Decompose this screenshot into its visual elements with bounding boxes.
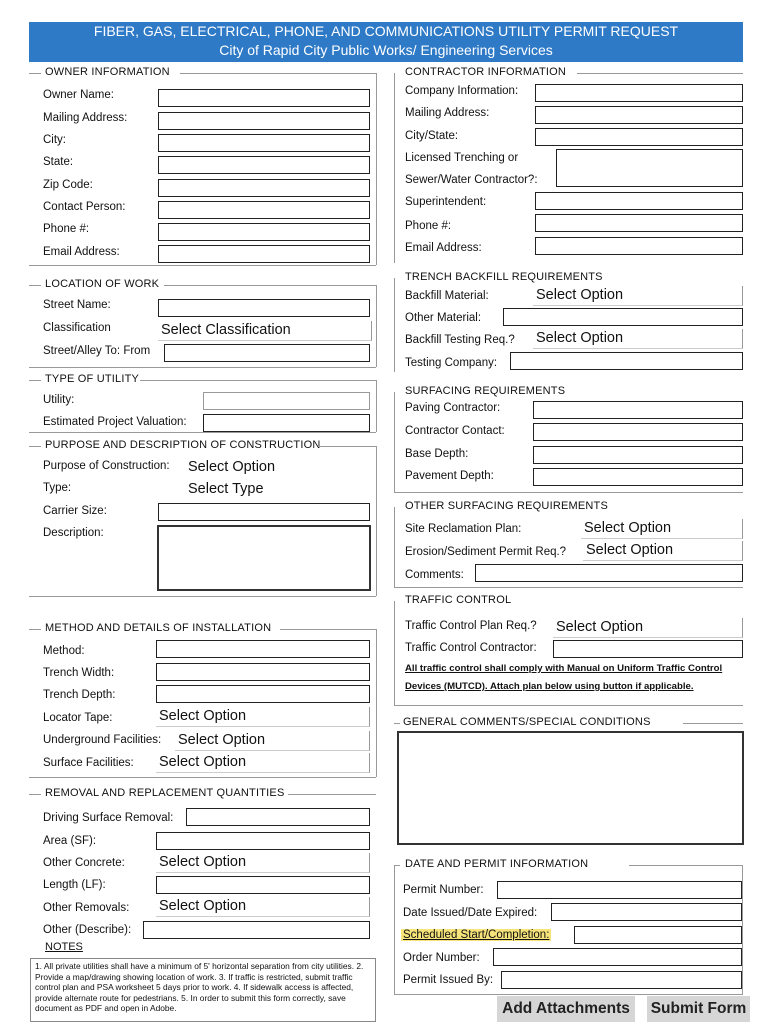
underground-label: Underground Facilities: — [43, 734, 162, 746]
base-depth-label: Base Depth: — [405, 448, 469, 460]
traffic-plan-select[interactable]: Select Option — [553, 618, 743, 638]
method-section-heading: METHOD AND DETAILS OF INSTALLATION — [45, 622, 272, 634]
owner-mailing-field[interactable] — [158, 112, 370, 130]
length-label: Length (LF): — [43, 879, 106, 891]
description-textarea[interactable] — [157, 525, 371, 591]
purpose-label: Purpose of Construction: — [43, 460, 170, 472]
owner-email-field[interactable] — [158, 245, 370, 263]
company-label: Company Information: — [405, 85, 519, 97]
date-issued-field[interactable] — [551, 903, 742, 921]
valuation-label: Estimated Project Valuation: — [43, 416, 187, 428]
comments-field[interactable] — [475, 564, 743, 582]
owner-state-field[interactable] — [158, 156, 370, 174]
contractor-phone-label: Phone #: — [405, 220, 452, 232]
other-removals-select[interactable]: Select Option — [156, 897, 370, 917]
surface-facilities-select[interactable]: Select Option — [156, 753, 370, 773]
valuation-field[interactable] — [203, 414, 370, 432]
other-concrete-label: Other Concrete: — [43, 857, 125, 869]
contractor-email-field[interactable] — [535, 237, 743, 255]
owner-mailing-label: Mailing Address: — [43, 112, 128, 124]
owner-contact-field[interactable] — [158, 201, 370, 219]
paving-contractor-label: Paving Contractor: — [405, 402, 501, 414]
trench-width-field[interactable] — [156, 663, 370, 681]
comments-label: Comments: — [405, 569, 464, 581]
contractor-phone-field[interactable] — [535, 214, 743, 232]
pavement-depth-label: Pavement Depth: — [405, 470, 494, 482]
erosion-label: Erosion/Sediment Permit Req.? — [405, 546, 567, 558]
owner-phone-label: Phone #: — [43, 223, 90, 235]
traffic-section-heading: TRAFFIC CONTROL — [405, 594, 512, 606]
contractor-section-heading: CONTRACTOR INFORMATION — [405, 66, 567, 78]
permit-issued-by-label: Permit Issued By: — [403, 974, 494, 986]
backfill-material-label: Backfill Material: — [405, 290, 489, 302]
other-material-field[interactable] — [503, 308, 743, 326]
method-label: Method: — [43, 645, 85, 657]
area-label: Area (SF): — [43, 835, 97, 847]
utility-label: Utility: — [43, 394, 75, 406]
purpose-select[interactable]: Select Option — [188, 459, 276, 475]
street-name-field[interactable] — [158, 299, 370, 317]
site-reclamation-select[interactable]: Select Option — [581, 519, 743, 539]
locator-tape-select[interactable]: Select Option — [156, 707, 370, 727]
classification-label: Classification — [43, 322, 111, 334]
street-alley-field[interactable] — [164, 344, 370, 362]
permit-issued-by-field[interactable] — [501, 971, 742, 989]
testing-company-field[interactable] — [510, 352, 743, 370]
date-issued-label: Date Issued/Date Expired: — [403, 907, 538, 919]
area-field[interactable] — [156, 832, 370, 850]
trench-depth-field[interactable] — [156, 685, 370, 703]
owner-state-label: State: — [43, 156, 74, 168]
driving-surface-field[interactable] — [186, 808, 370, 826]
permit-number-label: Permit Number: — [403, 884, 484, 896]
carrier-size-label: Carrier Size: — [43, 505, 107, 517]
surface-facilities-label: Surface Facilities: — [43, 757, 134, 769]
type-label: Type: — [43, 482, 72, 494]
licensed-label-2: Sewer/Water Contractor?: — [405, 174, 538, 186]
surfacing-section-heading: SURFACING REQUIREMENTS — [405, 385, 566, 397]
owner-phone-field[interactable] — [158, 223, 370, 241]
backfill-section-heading: TRENCH BACKFILL REQUIREMENTS — [405, 271, 603, 283]
description-label: Description: — [43, 527, 104, 539]
notes-heading: NOTES — [45, 941, 83, 953]
owner-city-label: City: — [43, 134, 66, 146]
form-subtitle: City of Rapid City Public Works/ Engineering Services — [219, 42, 553, 58]
scheduled-field[interactable] — [574, 926, 742, 944]
location-section-heading: LOCATION OF WORK — [45, 278, 160, 290]
order-number-label: Order Number: — [403, 952, 480, 964]
contractor-mailing-field[interactable] — [535, 106, 743, 124]
owner-name-field[interactable] — [158, 89, 370, 107]
traffic-plan-label: Traffic Control Plan Req.? — [405, 620, 537, 632]
superintendent-field[interactable] — [535, 192, 743, 210]
backfill-testing-select[interactable]: Select Option — [533, 329, 743, 349]
contractor-contact-field[interactable] — [533, 423, 743, 441]
street-alley-label: Street/Alley To: From — [43, 345, 151, 357]
testing-company-label: Testing Company: — [405, 357, 498, 369]
add-attachments-button[interactable]: Add Attachments — [497, 996, 635, 1022]
owner-section-heading: OWNER INFORMATION — [45, 66, 170, 78]
owner-zip-field[interactable] — [158, 179, 370, 197]
traffic-note-line-2: Devices (MUTCD). Attach plan below using button if applicable. — [405, 681, 694, 692]
general-comments-heading: GENERAL COMMENTS/SPECIAL CONDITIONS — [403, 716, 651, 728]
city-state-label: City/State: — [405, 130, 459, 142]
utility-section-heading: TYPE OF UTILITY — [45, 373, 140, 385]
owner-zip-label: Zip Code: — [43, 179, 93, 191]
superintendent-label: Superintendent: — [405, 196, 487, 208]
general-comments-textarea[interactable] — [397, 731, 744, 845]
traffic-contractor-label: Traffic Control Contractor: — [405, 642, 537, 654]
contractor-mailing-label: Mailing Address: — [405, 107, 490, 119]
other-describe-field[interactable] — [143, 921, 370, 939]
permit-number-field[interactable] — [497, 881, 742, 899]
utility-field[interactable] — [203, 392, 370, 410]
scheduled-label: Scheduled Start/Completion: — [403, 929, 550, 941]
licensed-label-1: Licensed Trenching or — [405, 152, 519, 164]
owner-email-label: Email Address: — [43, 246, 120, 258]
owner-city-field[interactable] — [158, 134, 370, 152]
permit-section-heading: DATE AND PERMIT INFORMATION — [405, 858, 589, 870]
contractor-contact-label: Contractor Contact: — [405, 425, 505, 437]
notes-box: 1. All private utilities shall have a minimum of 5' horizontal separation from city utilities. 2. Provide a map/drawing showing location of work. 3. If traffic is restricted, submit traffic control plan and PSA worksheet 5 days prior to work. 4. If sidewalk access is affected, provide alternate route for pedestrians. 5. In order to submit this form correctly, save document as PDF and open in Adobe. — [30, 958, 376, 1022]
erosion-select[interactable]: Select Option — [583, 541, 743, 561]
contractor-email-label: Email Address: — [405, 242, 482, 254]
method-field[interactable] — [156, 640, 370, 658]
purpose-section-heading: PURPOSE AND DESCRIPTION OF CONSTRUCTION — [45, 439, 321, 451]
other-material-label: Other Material: — [405, 312, 482, 324]
removal-section-heading: REMOVAL AND REPLACEMENT QUANTITIES — [45, 787, 285, 799]
street-name-label: Street Name: — [43, 299, 111, 311]
form-title: FIBER, GAS, ELECTRICAL, PHONE, AND COMMUNICATIONS UTILITY PERMIT REQUEST — [93, 23, 679, 39]
traffic-contractor-field[interactable] — [553, 640, 743, 658]
company-field[interactable] — [535, 84, 743, 102]
backfill-material-select[interactable]: Select Option — [533, 286, 743, 306]
form-header — [29, 22, 743, 62]
licensed-field[interactable] — [556, 149, 743, 187]
classification-select[interactable]: Select Classification — [158, 321, 372, 341]
other-concrete-select[interactable]: Select Option — [156, 853, 370, 873]
locator-tape-label: Locator Tape: — [43, 712, 113, 724]
trench-width-label: Trench Width: — [43, 667, 115, 679]
owner-contact-label: Contact Person: — [43, 201, 126, 213]
order-number-field[interactable] — [493, 948, 742, 966]
traffic-note-line-1: All traffic control shall comply with Manual on Uniform Traffic Control — [405, 663, 723, 674]
base-depth-field[interactable] — [533, 446, 743, 464]
submit-form-button[interactable]: Submit Form — [647, 996, 750, 1022]
length-field[interactable] — [156, 876, 370, 894]
pavement-depth-field[interactable] — [533, 468, 743, 486]
other-removals-label: Other Removals: — [43, 902, 130, 914]
city-state-field[interactable] — [535, 128, 743, 146]
type-select[interactable]: Select Type — [188, 481, 264, 497]
paving-contractor-field[interactable] — [533, 401, 743, 419]
other-surfacing-heading: OTHER SURFACING REQUIREMENTS — [405, 500, 609, 512]
owner-name-label: Owner Name: — [43, 89, 114, 101]
other-describe-label: Other (Describe): — [43, 924, 132, 936]
carrier-size-field[interactable] — [158, 503, 370, 521]
driving-surface-label: Driving Surface Removal: — [43, 812, 174, 824]
site-reclamation-label: Site Reclamation Plan: — [405, 523, 522, 535]
trench-depth-label: Trench Depth: — [43, 689, 116, 701]
backfill-testing-label: Backfill Testing Req.? — [405, 334, 515, 346]
underground-select[interactable]: Select Option — [175, 731, 370, 751]
